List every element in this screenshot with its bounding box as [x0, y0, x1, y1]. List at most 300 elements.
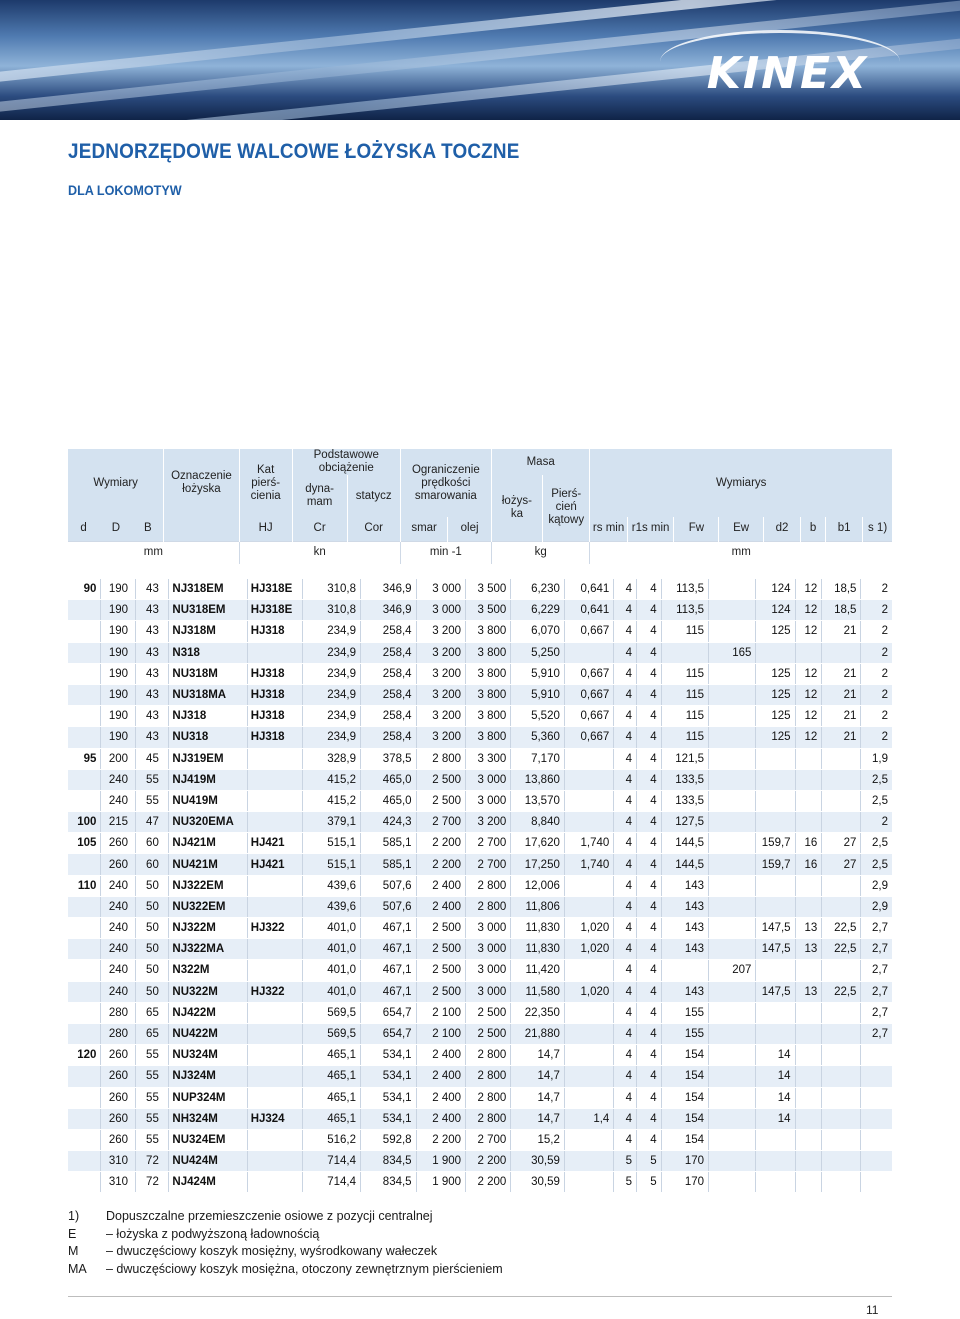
table-cell: NU419M [169, 790, 247, 811]
table-cell: 43 [136, 621, 169, 642]
table-cell [861, 1129, 892, 1150]
table-cell: 4 [614, 981, 637, 1002]
footnote-key: 1) [68, 1209, 80, 1223]
table-cell [795, 1129, 822, 1150]
dyn-line2: mam [306, 496, 333, 508]
table-cell [68, 727, 101, 748]
table-cell [795, 960, 822, 981]
table-cell: NJ424M [169, 1172, 247, 1193]
table-cell: 4 [614, 642, 637, 663]
table-cell [709, 1108, 756, 1129]
table-cell [822, 1066, 861, 1087]
table-cell: 2 [861, 663, 892, 684]
col-kat [239, 449, 292, 517]
col-HJ: HJ [239, 517, 292, 541]
table-cell: 3 200 [416, 663, 465, 684]
table-cell: 30,59 [511, 1151, 565, 1172]
table-cell: NJ318EM [169, 579, 247, 600]
table-cell [822, 1002, 861, 1023]
table-cell: HJ318 [247, 706, 303, 727]
table-cell: 260 [101, 1066, 136, 1087]
table-cell: 165 [709, 642, 756, 663]
table-cell: 310 [101, 1151, 136, 1172]
table-cell: 147,5 [756, 918, 795, 939]
table-cell [756, 1023, 795, 1044]
table-cell: 2 200 [416, 1129, 465, 1150]
table-cell: 4 [636, 1129, 661, 1150]
table-cell [822, 790, 861, 811]
table-cell: 3 500 [466, 579, 511, 600]
table-cell: 5 [636, 1172, 661, 1193]
table-cell: 3 000 [466, 918, 511, 939]
table-cell: NU322M [169, 981, 247, 1002]
table-cell [564, 790, 613, 811]
table-cell: NJ421M [169, 833, 247, 854]
table-cell [68, 684, 101, 705]
table-cell: 534,1 [360, 1108, 416, 1129]
table-cell: 2,7 [861, 960, 892, 981]
table-cell: 11,830 [511, 939, 565, 960]
col-group-wymiary: Wymiary [93, 476, 138, 489]
table-cell [756, 960, 795, 981]
footnote-text: – dwuczęściowy koszyk mosiężny, wyśrodkowany wałeczek [106, 1244, 438, 1258]
table-cell: 1,020 [564, 918, 613, 939]
table-cell: 125 [756, 727, 795, 748]
table-cell [247, 790, 303, 811]
table-cell: 100 [68, 812, 101, 833]
table-cell: 95 [68, 748, 101, 769]
table-cell: 190 [101, 684, 136, 705]
table-cell [861, 1108, 892, 1129]
table-cell [795, 812, 822, 833]
table-cell: N322M [169, 960, 247, 981]
table-cell: 2 [861, 684, 892, 705]
footnote-item [68, 1261, 503, 1279]
table-cell [68, 1066, 101, 1087]
table-cell [68, 896, 101, 917]
table-cell: NUP324M [169, 1087, 247, 1108]
table-cell: 170 [661, 1151, 708, 1172]
table-cell: 0,667 [564, 663, 613, 684]
table-cell [756, 875, 795, 896]
table-cell: 2,5 [861, 790, 892, 811]
table-cell [861, 1151, 892, 1172]
col-B: B [144, 522, 152, 535]
col-oznaczenie [164, 449, 239, 517]
table-cell: 2,5 [861, 833, 892, 854]
table-cell: 45 [136, 748, 169, 769]
table-row [68, 1151, 892, 1172]
table-cell [795, 1151, 822, 1172]
table-cell: 0,641 [564, 600, 613, 621]
table-cell: 154 [661, 1087, 708, 1108]
table-cell: 30,59 [511, 1172, 565, 1193]
table-cell: 2 500 [416, 981, 465, 1002]
table-cell: 2 400 [416, 1108, 465, 1129]
table-cell: 4 [636, 812, 661, 833]
table-cell: 3 800 [466, 663, 511, 684]
table-cell [68, 981, 101, 1002]
table-cell: 234,9 [303, 706, 361, 727]
table-cell: 592,8 [360, 1129, 416, 1150]
table-cell: 258,4 [360, 706, 416, 727]
table-cell [247, 812, 303, 833]
table-cell [709, 684, 756, 705]
table-cell: 4 [614, 790, 637, 811]
table-cell [68, 663, 101, 684]
table-row [68, 939, 892, 960]
table-cell: NJ419M [169, 769, 247, 790]
table-cell [795, 642, 822, 663]
table-cell: 4 [636, 748, 661, 769]
page-subtitle: DLA LOKOMOTYW [68, 182, 182, 198]
table-cell: 4 [614, 1002, 637, 1023]
col-piersc [542, 475, 590, 541]
table-row [68, 1087, 892, 1108]
table-cell [68, 1151, 101, 1172]
table-cell: 467,1 [360, 939, 416, 960]
table-cell: 507,6 [360, 896, 416, 917]
table-cell: 2,7 [861, 1023, 892, 1044]
table-cell: 60 [136, 833, 169, 854]
table-cell [795, 1002, 822, 1023]
col-Ew: Ew [719, 517, 764, 541]
table-cell: 4 [614, 1129, 637, 1150]
table-cell: 240 [101, 960, 136, 981]
table-cell: 714,4 [303, 1151, 361, 1172]
table-cell: 190 [101, 579, 136, 600]
table-cell: 60 [136, 854, 169, 875]
table-cell: 155 [661, 1023, 708, 1044]
table-cell: 258,4 [360, 642, 416, 663]
table-cell [756, 1172, 795, 1193]
table-cell: 234,9 [303, 642, 361, 663]
table-cell: NU320EMA [169, 812, 247, 833]
table-cell: 154 [661, 1045, 708, 1066]
table-cell: 2 [861, 706, 892, 727]
table-cell [709, 918, 756, 939]
table-cell: 2,5 [861, 854, 892, 875]
table-cell: 12 [795, 663, 822, 684]
table-cell: 6,229 [511, 600, 565, 621]
table-cell: 6,230 [511, 579, 565, 600]
table-cell: 1,740 [564, 833, 613, 854]
table-cell: 467,1 [360, 960, 416, 981]
table-cell: 465,1 [303, 1066, 361, 1087]
table-cell [709, 748, 756, 769]
table-cell: 4 [614, 663, 637, 684]
table-cell: 515,1 [303, 833, 361, 854]
table-cell: 16 [795, 854, 822, 875]
table-cell: 115 [661, 621, 708, 642]
table-row [68, 896, 892, 917]
col-oznaczenie-label: Oznaczenie łożyska [171, 470, 232, 495]
table-cell: HJ421 [247, 854, 303, 875]
table-cell: 50 [136, 981, 169, 1002]
table-cell: 4 [636, 621, 661, 642]
table-cell [247, 769, 303, 790]
table-cell: 240 [101, 790, 136, 811]
table-row [68, 769, 892, 790]
table-cell: NU324M [169, 1045, 247, 1066]
table-cell: 113,5 [661, 579, 708, 600]
table-cell [709, 1087, 756, 1108]
table-cell: NU322EM [169, 896, 247, 917]
table-cell [564, 1045, 613, 1066]
table-cell: 465,1 [303, 1108, 361, 1129]
table-cell [564, 769, 613, 790]
table-row [68, 684, 892, 705]
kat-line2: pierś- [251, 476, 281, 489]
table-cell: 22,5 [822, 939, 861, 960]
table-cell [564, 812, 613, 833]
table-cell: 12 [795, 727, 822, 748]
table-cell [68, 1129, 101, 1150]
table-cell: 439,6 [303, 896, 361, 917]
table-cell: NU422M [169, 1023, 247, 1044]
table-cell [822, 642, 861, 663]
table-cell [756, 812, 795, 833]
table-cell: 115 [661, 706, 708, 727]
table-cell: 401,0 [303, 981, 361, 1002]
table-cell [756, 1151, 795, 1172]
table-cell: 5 [636, 1151, 661, 1172]
table-cell: 18,5 [822, 600, 861, 621]
table-row [68, 875, 892, 896]
table-cell [709, 727, 756, 748]
table-cell: 2 100 [416, 1002, 465, 1023]
table-cell: 4 [636, 706, 661, 727]
table-cell [68, 1023, 101, 1044]
table-cell: 2,7 [861, 918, 892, 939]
table-cell: 2 700 [466, 833, 511, 854]
table-cell: 260 [101, 1108, 136, 1129]
table-cell: 143 [661, 875, 708, 896]
table-cell: HJ318E [247, 600, 303, 621]
table-cell [795, 875, 822, 896]
table-cell: 11,806 [511, 896, 565, 917]
bearing-data-table [68, 579, 892, 1193]
table-cell: 125 [756, 663, 795, 684]
table-cell: 3 200 [416, 684, 465, 705]
table-cell [709, 579, 756, 600]
col-ograniczenie [400, 449, 491, 517]
table-cell: HJ318 [247, 663, 303, 684]
table-cell [822, 1087, 861, 1108]
table-cell: 3 800 [466, 706, 511, 727]
table-cell: 18,5 [822, 579, 861, 600]
table-cell: 2 400 [416, 1087, 465, 1108]
table-cell: 21 [822, 706, 861, 727]
table-cell: 2 [861, 579, 892, 600]
table-cell: 2,7 [861, 1002, 892, 1023]
table-cell: 4 [614, 854, 637, 875]
table-cell [822, 1045, 861, 1066]
table-cell: NJ322M [169, 918, 247, 939]
table-cell: 1,9 [861, 748, 892, 769]
table-cell: HJ318 [247, 684, 303, 705]
table-cell: 0,667 [564, 727, 613, 748]
table-cell: 13 [795, 981, 822, 1002]
table-cell: 4 [614, 833, 637, 854]
table-cell [795, 790, 822, 811]
table-cell [661, 960, 708, 981]
table-cell [247, 1151, 303, 1172]
table-cell: 154 [661, 1129, 708, 1150]
table-cell: 55 [136, 1087, 169, 1108]
table-cell: NJ318M [169, 621, 247, 642]
table-cell [247, 1087, 303, 1108]
table-cell [247, 1129, 303, 1150]
table-cell: 124 [756, 579, 795, 600]
footnote-text: Dopuszczalne przemieszczenie osiowe z pozycji centralnej [106, 1209, 433, 1223]
table-cell: NU421M [169, 854, 247, 875]
table-cell: 1,740 [564, 854, 613, 875]
table-cell: 4 [614, 621, 637, 642]
table-cell: 2 200 [466, 1172, 511, 1193]
table-cell: 14,7 [511, 1087, 565, 1108]
col-rs: rs min [590, 517, 627, 541]
table-cell: 654,7 [360, 1002, 416, 1023]
table-cell: 4 [636, 663, 661, 684]
table-cell: 4 [636, 1087, 661, 1108]
table-cell: 215 [101, 812, 136, 833]
table-header [68, 449, 892, 564]
table-cell: 585,1 [360, 854, 416, 875]
table-cell: 2 800 [466, 1108, 511, 1129]
table-cell: 65 [136, 1002, 169, 1023]
table-cell [709, 981, 756, 1002]
table-cell: 15,2 [511, 1129, 565, 1150]
table-cell: 2,9 [861, 896, 892, 917]
table-cell [709, 854, 756, 875]
table-cell: 346,9 [360, 600, 416, 621]
table-cell: 569,5 [303, 1002, 361, 1023]
table-cell: 147,5 [756, 939, 795, 960]
table-cell: 12 [795, 579, 822, 600]
table-cell: 125 [756, 684, 795, 705]
table-cell: NU424M [169, 1151, 247, 1172]
table-cell [247, 939, 303, 960]
table-cell: 439,6 [303, 875, 361, 896]
table-cell [756, 1129, 795, 1150]
table-row [68, 812, 892, 833]
table-cell [709, 1129, 756, 1150]
table-row [68, 1108, 892, 1129]
table-cell: 4 [636, 642, 661, 663]
loz-line2: ka [510, 507, 523, 520]
page-title: JEDNORZĘDOWE WALCOWE ŁOŻYSKA TOCZNE [68, 140, 520, 163]
unit-mm: mm [68, 541, 239, 564]
table-cell: 4 [614, 939, 637, 960]
table-cell: 240 [101, 918, 136, 939]
table-cell: 11,830 [511, 918, 565, 939]
table-cell: 133,5 [661, 790, 708, 811]
table-cell: 16 [795, 833, 822, 854]
table-cell [795, 1172, 822, 1193]
footnote-key: M [68, 1244, 79, 1258]
col-podstawowe [292, 449, 400, 475]
table-cell [247, 1045, 303, 1066]
unit-mm-right: mm [590, 541, 892, 564]
table-cell: 714,4 [303, 1172, 361, 1193]
table-cell: HJ421 [247, 833, 303, 854]
col-s: s 1) [863, 517, 892, 541]
table-cell: NH324M [169, 1108, 247, 1129]
table-cell: 125 [756, 621, 795, 642]
table-cell: 120 [68, 1045, 101, 1066]
table-cell: 3 800 [466, 642, 511, 663]
table-cell: 55 [136, 1066, 169, 1087]
table-cell: 22,350 [511, 1002, 565, 1023]
table-cell: 27 [822, 833, 861, 854]
table-cell: 13 [795, 939, 822, 960]
table-cell: 1,020 [564, 939, 613, 960]
table-cell: 43 [136, 600, 169, 621]
table-row [68, 706, 892, 727]
table-row [68, 1023, 892, 1044]
bearing-diagrams-svg [68, 212, 890, 432]
table-cell: 55 [136, 769, 169, 790]
table-cell: 4 [614, 579, 637, 600]
table-cell: 2 800 [466, 1066, 511, 1087]
table-cell [709, 1002, 756, 1023]
table-cell [709, 1045, 756, 1066]
table-cell: 143 [661, 918, 708, 939]
table-cell [822, 1172, 861, 1193]
table-cell [795, 1108, 822, 1129]
table-cell: 4 [636, 579, 661, 600]
table-cell [822, 896, 861, 917]
col-lozyska [491, 475, 542, 541]
table-cell: NJ319EM [169, 748, 247, 769]
table-cell [709, 812, 756, 833]
table-cell [247, 1066, 303, 1087]
table-cell: 13,860 [511, 769, 565, 790]
table-cell: 378,5 [360, 748, 416, 769]
table-cell: 5 [614, 1172, 637, 1193]
table-cell: 3 800 [466, 621, 511, 642]
table-cell: NJ324M [169, 1066, 247, 1087]
table-cell: 3 500 [466, 600, 511, 621]
bearing-diagrams [68, 212, 890, 432]
table-cell: 14 [756, 1066, 795, 1087]
table-cell [247, 1172, 303, 1193]
col-Cr: Cr [292, 517, 347, 541]
table-cell: 144,5 [661, 854, 708, 875]
table-cell: 11,580 [511, 981, 565, 1002]
table-cell: NJ322EM [169, 875, 247, 896]
table-cell [861, 1045, 892, 1066]
table-cell: 133,5 [661, 769, 708, 790]
table-cell: 154 [661, 1108, 708, 1129]
table-cell: 260 [101, 854, 136, 875]
footnote-item [68, 1243, 503, 1261]
table-cell [564, 875, 613, 896]
table-cell [795, 1023, 822, 1044]
table-cell [68, 1087, 101, 1108]
table-cell: 4 [636, 769, 661, 790]
table-cell [564, 1023, 613, 1044]
table-cell [709, 600, 756, 621]
unit-kg: kg [491, 541, 590, 564]
table-cell: 2 100 [416, 1023, 465, 1044]
table-cell [564, 748, 613, 769]
table-cell: 3 000 [466, 981, 511, 1002]
table-cell: 4 [636, 918, 661, 939]
table-cell [861, 1087, 892, 1108]
table-cell: 14,7 [511, 1108, 565, 1129]
